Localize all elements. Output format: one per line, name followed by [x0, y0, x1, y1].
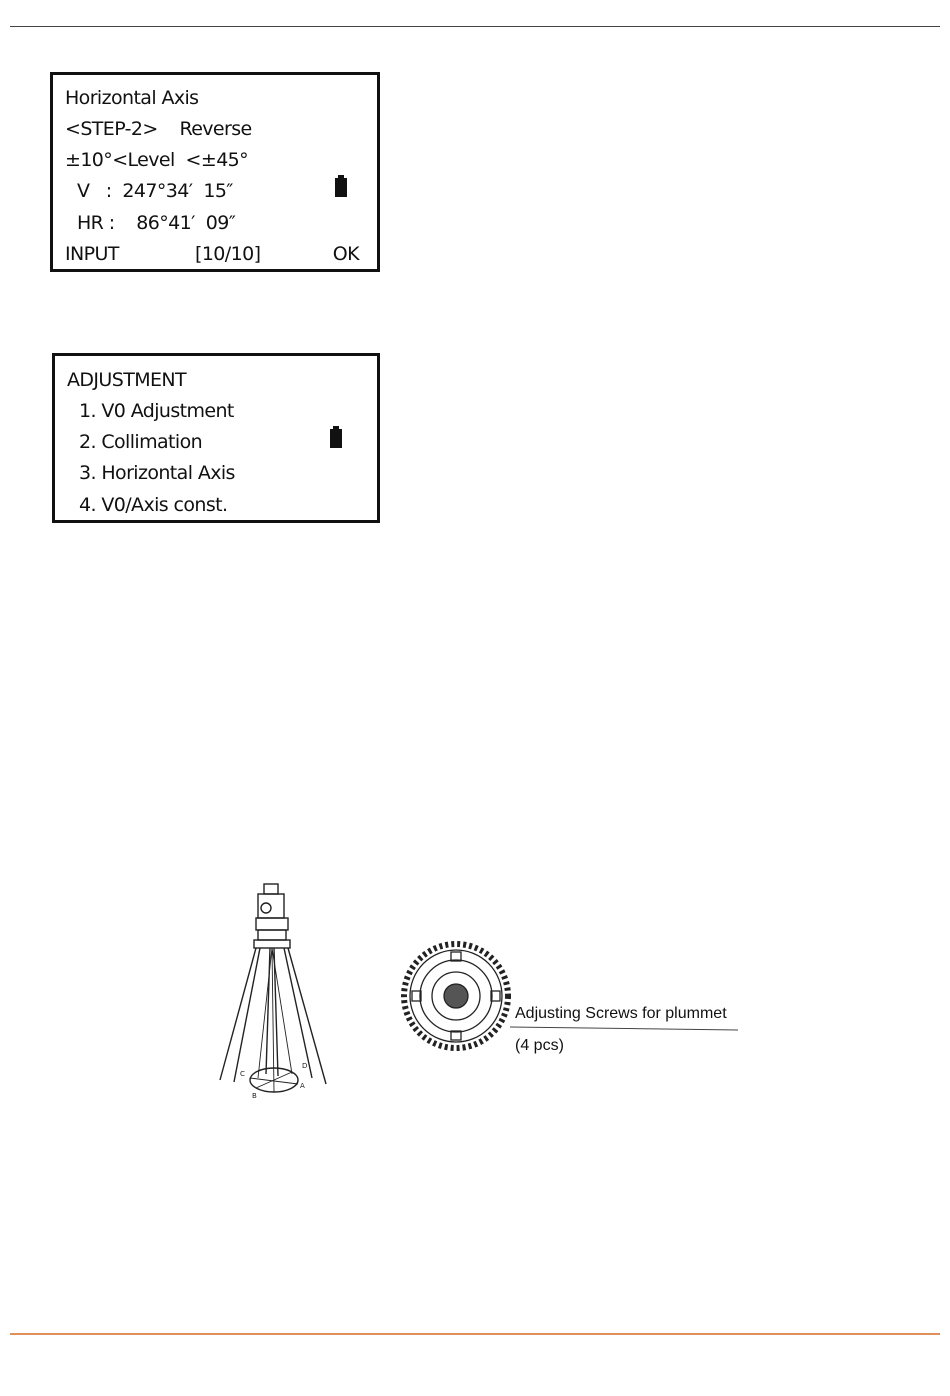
battery-icon — [335, 175, 347, 197]
plummet-callout-count: (4 pcs) — [515, 1037, 564, 1054]
step-line: <STEP-2> Reverse — [65, 118, 252, 140]
tripod-plummet-icon — [212, 878, 342, 1108]
plummet-adjusting-screws-icon — [398, 930, 758, 1065]
point-label-a: A — [300, 1082, 305, 1090]
level-range-line: ±10°<Level <±45° — [65, 149, 249, 171]
ok-softkey[interactable]: OK — [332, 243, 359, 265]
lcd-screen-horizontal-axis — [50, 72, 380, 272]
header-rule — [10, 26, 940, 27]
plummet-callout-label: Adjusting Screws for plummet — [515, 1005, 727, 1022]
softkey-bar — [65, 243, 359, 265]
lcd-screen-adjustment-menu — [52, 353, 380, 523]
input-softkey[interactable]: INPUT — [65, 243, 119, 265]
point-label-b: B — [252, 1092, 257, 1100]
point-label-c: C — [240, 1070, 245, 1078]
horizontal-angle-readout: HR : 86°41′ 09″ — [77, 212, 236, 234]
battery-icon — [330, 426, 342, 448]
menu-item-collimation[interactable]: 2. Collimation — [79, 431, 203, 453]
menu-item-v0-axis-const[interactable]: 4. V0/Axis const. — [79, 494, 228, 516]
menu-item-v0-adjustment[interactable]: 1. V0 Adjustment — [79, 400, 234, 422]
footer-rule — [10, 1333, 940, 1335]
page-counter: [10/10] — [195, 243, 261, 265]
point-label-d: D — [302, 1062, 308, 1070]
screen-title: ADJUSTMENT — [67, 369, 187, 391]
vertical-angle-readout: V : 247°34′ 15″ — [77, 180, 233, 202]
menu-item-horizontal-axis[interactable]: 3. Horizontal Axis — [79, 462, 235, 484]
screen-title: Horizontal Axis — [65, 87, 199, 109]
